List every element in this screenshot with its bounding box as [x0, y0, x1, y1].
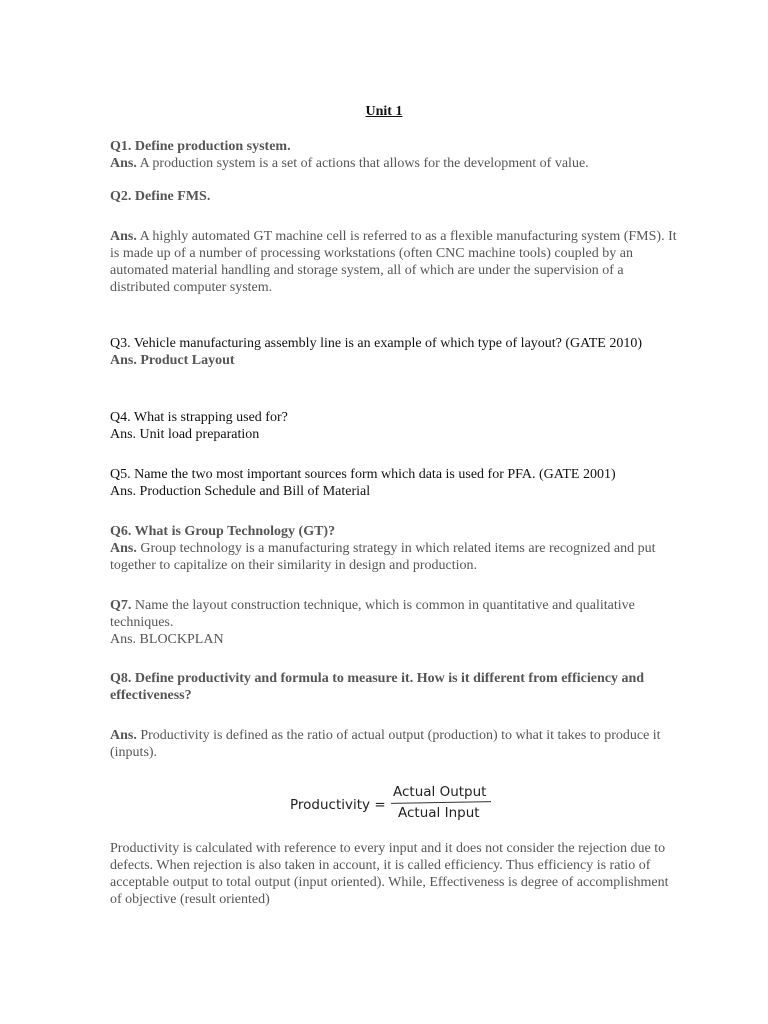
- q7-answer: Ans. BLOCKPLAN: [110, 632, 224, 647]
- q1-question: Q1. Define production system.: [110, 139, 291, 154]
- formula-lhs: Productivity =: [290, 797, 386, 813]
- q2-answer: A highly automated GT machine cell is referred to as a flexible manufacturing system (FMS). It is made up of a number of processing workstations (often CNC machine tools) coupled by an automated material handling and storage system, all of which are under the supervision of a distributed computer system.: [110, 229, 677, 295]
- q2-answer-block: [110, 228, 680, 296]
- q4-question: Q4. What is strapping used for?: [110, 410, 288, 425]
- q8-ans-label: Ans.: [110, 728, 137, 743]
- q4-answer: Ans. Unit load preparation: [110, 427, 260, 442]
- page-title: Unit 1: [365, 104, 403, 119]
- q5-question: Q5. Name the two most important sources form which data is used for PFA. (GATE 2001): [110, 467, 616, 482]
- q3-question: Q3. Vehicle manufacturing assembly line is an example of which type of layout? (GATE 2010): [110, 336, 642, 351]
- q6-answer: Group technology is a manufacturing strategy in which related items are recognized and put together to capitalize on their similarity in design and production.: [110, 541, 656, 573]
- q2-question-block: [110, 188, 680, 205]
- q1-answer: A production system is a set of actions that allows for the development of value.: [139, 156, 589, 171]
- q8-answer-block: [110, 727, 680, 761]
- q3-answer: Ans. Product Layout: [110, 353, 235, 368]
- q6-ans-label: Ans.: [110, 541, 137, 556]
- productivity-formula: [290, 782, 500, 826]
- q5-block: [110, 466, 680, 500]
- formula-numerator: Actual Output: [393, 784, 487, 800]
- formula-denominator: Actual Input: [398, 805, 480, 821]
- q2-question: Q2. Define FMS.: [110, 189, 211, 204]
- q8-question-block: [110, 670, 680, 704]
- q2-ans-label: Ans.: [110, 229, 137, 244]
- q1-block: [110, 138, 680, 172]
- q1-ans-label: Ans.: [110, 156, 137, 171]
- q6-question: Q6. What is Group Technology (GT)?: [110, 524, 336, 539]
- q7-question: Name the layout construction technique, which is common in quantitative and qualitative techniques.: [110, 598, 635, 630]
- q7-block: [110, 597, 680, 648]
- q3-block: [110, 335, 680, 369]
- q7-label: Q7.: [110, 598, 132, 613]
- q4-block: [110, 409, 680, 443]
- q5-answer: Ans. Production Schedule and Bill of Material: [110, 484, 371, 499]
- q8-question: Q8. Define productivity and formula to measure it. How is it different from efficiency and effectiveness?: [110, 671, 645, 703]
- q6-block: [110, 523, 680, 574]
- q8-answer: Productivity is defined as the ratio of actual output (production) to what it takes to produce it (inputs).: [110, 728, 661, 760]
- fraction-bar: [391, 801, 491, 804]
- q8-explanation: Productivity is calculated with reference to every input and it does not consider the rejection due to defects. When rejection is also taken in account, it is called efficiency. Thus efficiency is ratio of acceptable output to total output (input oriented). While, Effectiveness is degree of accomplishment of objective (result oriented): [110, 841, 669, 907]
